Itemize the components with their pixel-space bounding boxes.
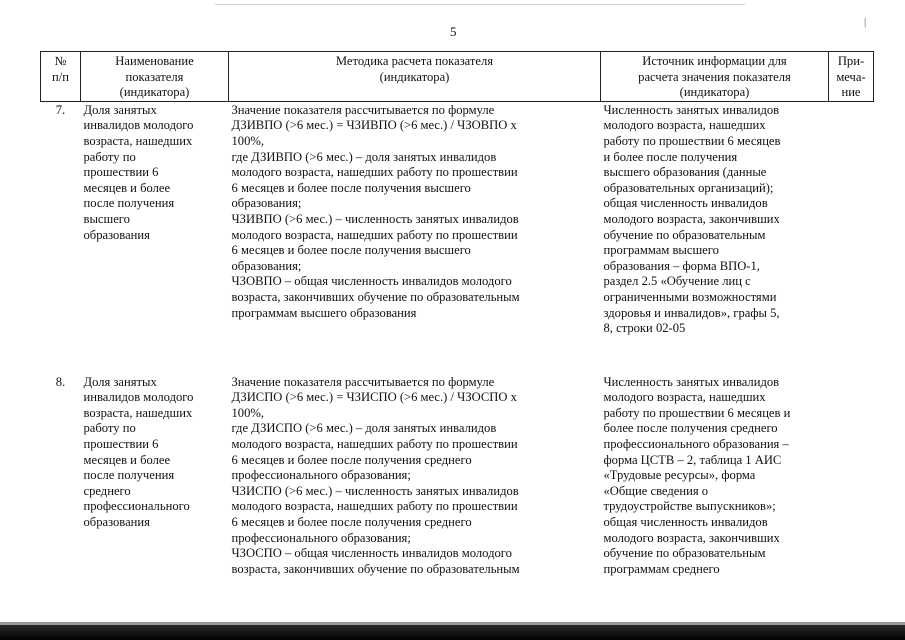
method-line: молодого возраста, нашедших работу по прошествии [231, 227, 518, 242]
row-spacer-cell [41, 337, 874, 374]
table-row [41, 101, 874, 336]
method-line: образования; [231, 258, 302, 273]
source-cell [601, 101, 829, 336]
source-line: высшего образования (данные [603, 165, 767, 180]
source-cell [601, 374, 829, 578]
method-line: профессионального образования; [231, 468, 411, 483]
indicator-name-line: после получения [83, 196, 175, 211]
indicator-name-line: месяцев и более [83, 452, 171, 467]
header-line: меча- [836, 69, 866, 84]
indicator-name-line: образования [83, 227, 150, 242]
method-line: 100%, [231, 405, 265, 420]
indicator-name-line: высшего [83, 211, 130, 226]
method-line: молодого возраста, нашедших работу по прошествии [231, 499, 518, 514]
header-source [601, 52, 829, 102]
indicator-name-line: инвалидов молодого [83, 390, 194, 405]
method-line: 6 месяцев и более после получения среднего [231, 515, 472, 530]
source-line: молодого возраста, закончивших [603, 211, 780, 226]
method-line: 100%, [231, 133, 265, 148]
source-line: 8, строки 02-05 [603, 321, 686, 336]
method-line: 6 месяцев и более после получения среднего [231, 452, 472, 467]
header-number [41, 52, 81, 102]
source-line: обучение по образовательным [603, 546, 766, 561]
header-line: ние [841, 85, 861, 100]
header-line: При- [837, 54, 865, 68]
scan-edge-band [0, 625, 905, 640]
row-number: 8. [55, 374, 66, 389]
page-number: 5 [450, 24, 457, 39]
indicator-name-line: работу по [83, 149, 136, 164]
indicator-table-container [40, 51, 873, 577]
source-line: образования – форма ВПО-1, [603, 258, 760, 273]
method-cell [229, 374, 601, 578]
indicator-name-line: среднего [83, 483, 131, 498]
method-cell [229, 101, 601, 336]
source-line: профессионального образования – [603, 437, 789, 452]
method-line: ЧЗИВПО (>6 мес.) – численность занятых инвалидов [231, 211, 519, 226]
indicator-name-cell [81, 101, 229, 336]
header-line: Источник информации для [642, 54, 787, 68]
source-line: трудоустройстве выпускников»; [603, 499, 776, 514]
header-line: показателя [125, 69, 184, 84]
header-line: Наименование [115, 54, 194, 68]
indicator-name-line: работу по [83, 421, 136, 436]
method-line: ЧЗОВПО – общая численность инвалидов молодого [231, 274, 512, 289]
method-line: 6 месяцев и более после получения высшего [231, 243, 471, 258]
source-line: общая численность инвалидов [603, 196, 768, 211]
source-line: образовательных организаций); [603, 180, 774, 195]
method-line: где ДЗИВПО (>6 мес.) – доля занятых инвалидов [231, 149, 497, 164]
source-line: «Трудовые ресурсы», форма [603, 468, 756, 483]
method-line: Значение показателя рассчитывается по формуле [231, 102, 495, 117]
header-indicator-name [81, 52, 229, 102]
method-line: образования; [231, 196, 302, 211]
note-cell [829, 374, 874, 578]
source-line: «Общие сведения о [603, 483, 709, 498]
indicator-name-line: возраста, нашедших [83, 133, 193, 148]
source-line: программам высшего [603, 243, 719, 258]
source-line: более после получения среднего [603, 421, 778, 436]
margin-mark: | [864, 16, 867, 28]
method-line: молодого возраста, нашедших работу по прошествии [231, 165, 518, 180]
source-line: молодого возраста, нашедших [603, 390, 766, 405]
source-line: Численность занятых инвалидов [603, 102, 780, 117]
source-line: форма ЦСТВ – 2, таблица 1 АИС [603, 452, 782, 467]
indicator-name-line: прошествии 6 [83, 437, 159, 452]
method-line: молодого возраста, нашедших работу по прошествии [231, 437, 518, 452]
indicator-name-line: инвалидов молодого [83, 118, 194, 133]
header-line: Методика расчета показателя [335, 54, 494, 68]
source-line: ограниченными возможностями [603, 289, 777, 304]
method-line: где ДЗИСПО (>6 мес.) – доля занятых инвалидов [231, 421, 497, 436]
source-line: Численность занятых инвалидов [603, 374, 780, 389]
method-line: Значение показателя рассчитывается по формуле [231, 374, 495, 389]
source-line: обучение по образовательным [603, 227, 766, 242]
source-line: и более после получения [603, 149, 738, 164]
indicator-name-line: месяцев и более [83, 180, 171, 195]
table-row [41, 374, 874, 578]
indicator-name-line: после получения [83, 468, 175, 483]
row-spacer [41, 337, 874, 374]
row-number: 7. [55, 102, 66, 117]
indicator-table [40, 51, 874, 577]
source-line: молодого возраста, закончивших [603, 530, 780, 545]
method-line: программам высшего образования [231, 305, 417, 320]
header-row [41, 52, 874, 102]
header-note [829, 52, 874, 102]
scan-top-rule [215, 4, 745, 5]
indicator-name-line: образования [83, 515, 150, 530]
header-line: (индикатора) [119, 85, 190, 100]
source-line: раздел 2.5 «Обучение лиц с [603, 274, 751, 289]
indicator-name-line: профессионального [83, 499, 190, 514]
table-body [41, 101, 874, 577]
source-line: работу по прошествии 6 месяцев и [603, 405, 791, 420]
method-line: ЧЗОСПО – общая численность инвалидов молодого [231, 546, 512, 561]
header-line: (индикатора) [379, 69, 450, 84]
method-line: профессионального образования; [231, 530, 411, 545]
source-line: общая численность инвалидов [603, 515, 768, 530]
table-header [41, 52, 874, 102]
note-cell [829, 101, 874, 336]
source-line: работу по прошествии 6 месяцев [603, 133, 781, 148]
method-line: ЧЗИСПО (>6 мес.) – численность занятых инвалидов [231, 483, 519, 498]
indicator-name-line: возраста, нашедших [83, 405, 193, 420]
method-line: ДЗИВПО (>6 мес.) = ЧЗИВПО (>6 мес.) / ЧЗОВПО х [231, 118, 517, 133]
method-line: ДЗИСПО (>6 мес.) = ЧЗИСПО (>6 мес.) / ЧЗОСПО х [231, 390, 517, 405]
header-line: (индикатора) [679, 85, 750, 100]
header-line: № [54, 54, 67, 68]
indicator-name-line: прошествии 6 [83, 165, 159, 180]
method-line: 6 месяцев и более после получения высшего [231, 180, 471, 195]
source-line: здоровья и инвалидов», графы 5, [603, 305, 780, 320]
method-line: возраста, закончивших обучение по образовательным [231, 289, 520, 304]
source-line: программам среднего [603, 561, 720, 576]
indicator-name-cell [81, 374, 229, 578]
source-line: молодого возраста, нашедших [603, 118, 766, 133]
header-line: расчета значения показателя [638, 69, 791, 84]
header-method [229, 52, 601, 102]
indicator-name-line: Доля занятых [83, 102, 157, 117]
method-line: возраста, закончивших обучение по образовательным [231, 561, 520, 576]
header-line: п/п [52, 69, 69, 84]
indicator-name-line: Доля занятых [83, 374, 157, 389]
